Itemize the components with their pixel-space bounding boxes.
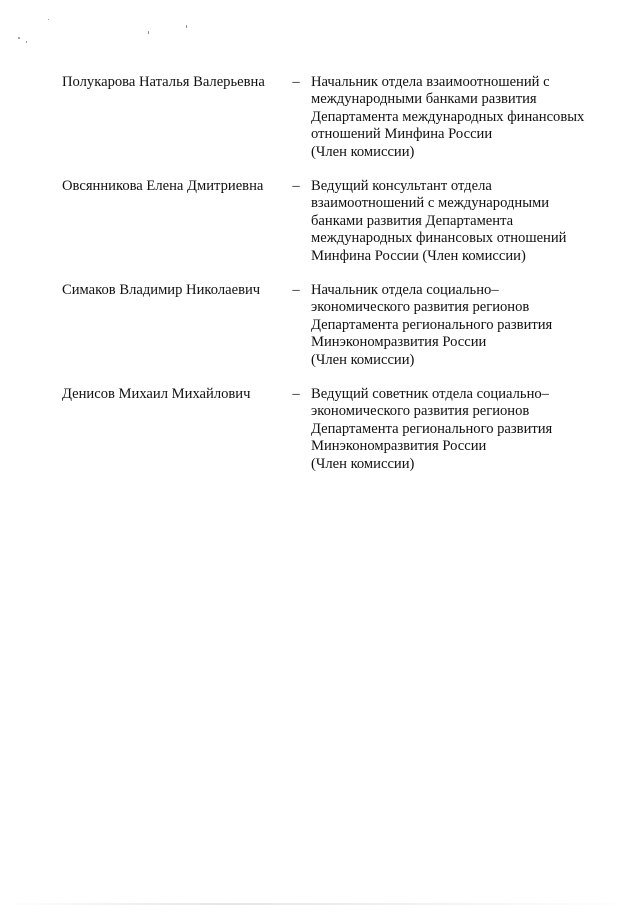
member-position: Ведущий советник отдела социально– экономического развития регионов Департамента регионального развития Минэкономразвития России (Член комиссии) — [311, 386, 553, 472]
scan-speck — [148, 31, 149, 34]
scan-speck — [18, 37, 20, 39]
commission-members-list — [62, 74, 602, 490]
member-entry — [62, 386, 602, 490]
member-dash: – — [292, 282, 300, 298]
member-name: Полукарова Наталья Валерьевна — [62, 74, 265, 90]
member-entry — [62, 282, 602, 386]
member-position: Начальник отдела взаимоотношений с международными банками развития Департамента международных финансовых отношений Минфина России (Член комиссии) — [311, 74, 585, 160]
member-entry — [62, 178, 602, 282]
member-position: Начальник отдела социально– экономического развития регионов Департамента регионального развития Минэкономразвития России (Член комиссии) — [311, 282, 553, 368]
scan-speck — [48, 19, 49, 20]
scan-speck — [186, 25, 187, 28]
member-dash: – — [292, 178, 300, 194]
member-entry — [62, 74, 602, 178]
member-name: Овсянникова Елена Дмитриевна — [62, 178, 264, 194]
member-name: Симаков Владимир Николаевич — [62, 282, 261, 298]
member-dash: – — [292, 386, 300, 402]
scan-speck — [26, 41, 27, 43]
member-position: Ведущий консультант отдела взаимоотношений с международными банками развития Департамента международных финансовых отношений Минфина России (Член комиссии) — [311, 178, 567, 264]
member-name: Денисов Михаил Михайлович — [62, 386, 251, 402]
member-dash: – — [292, 74, 300, 90]
